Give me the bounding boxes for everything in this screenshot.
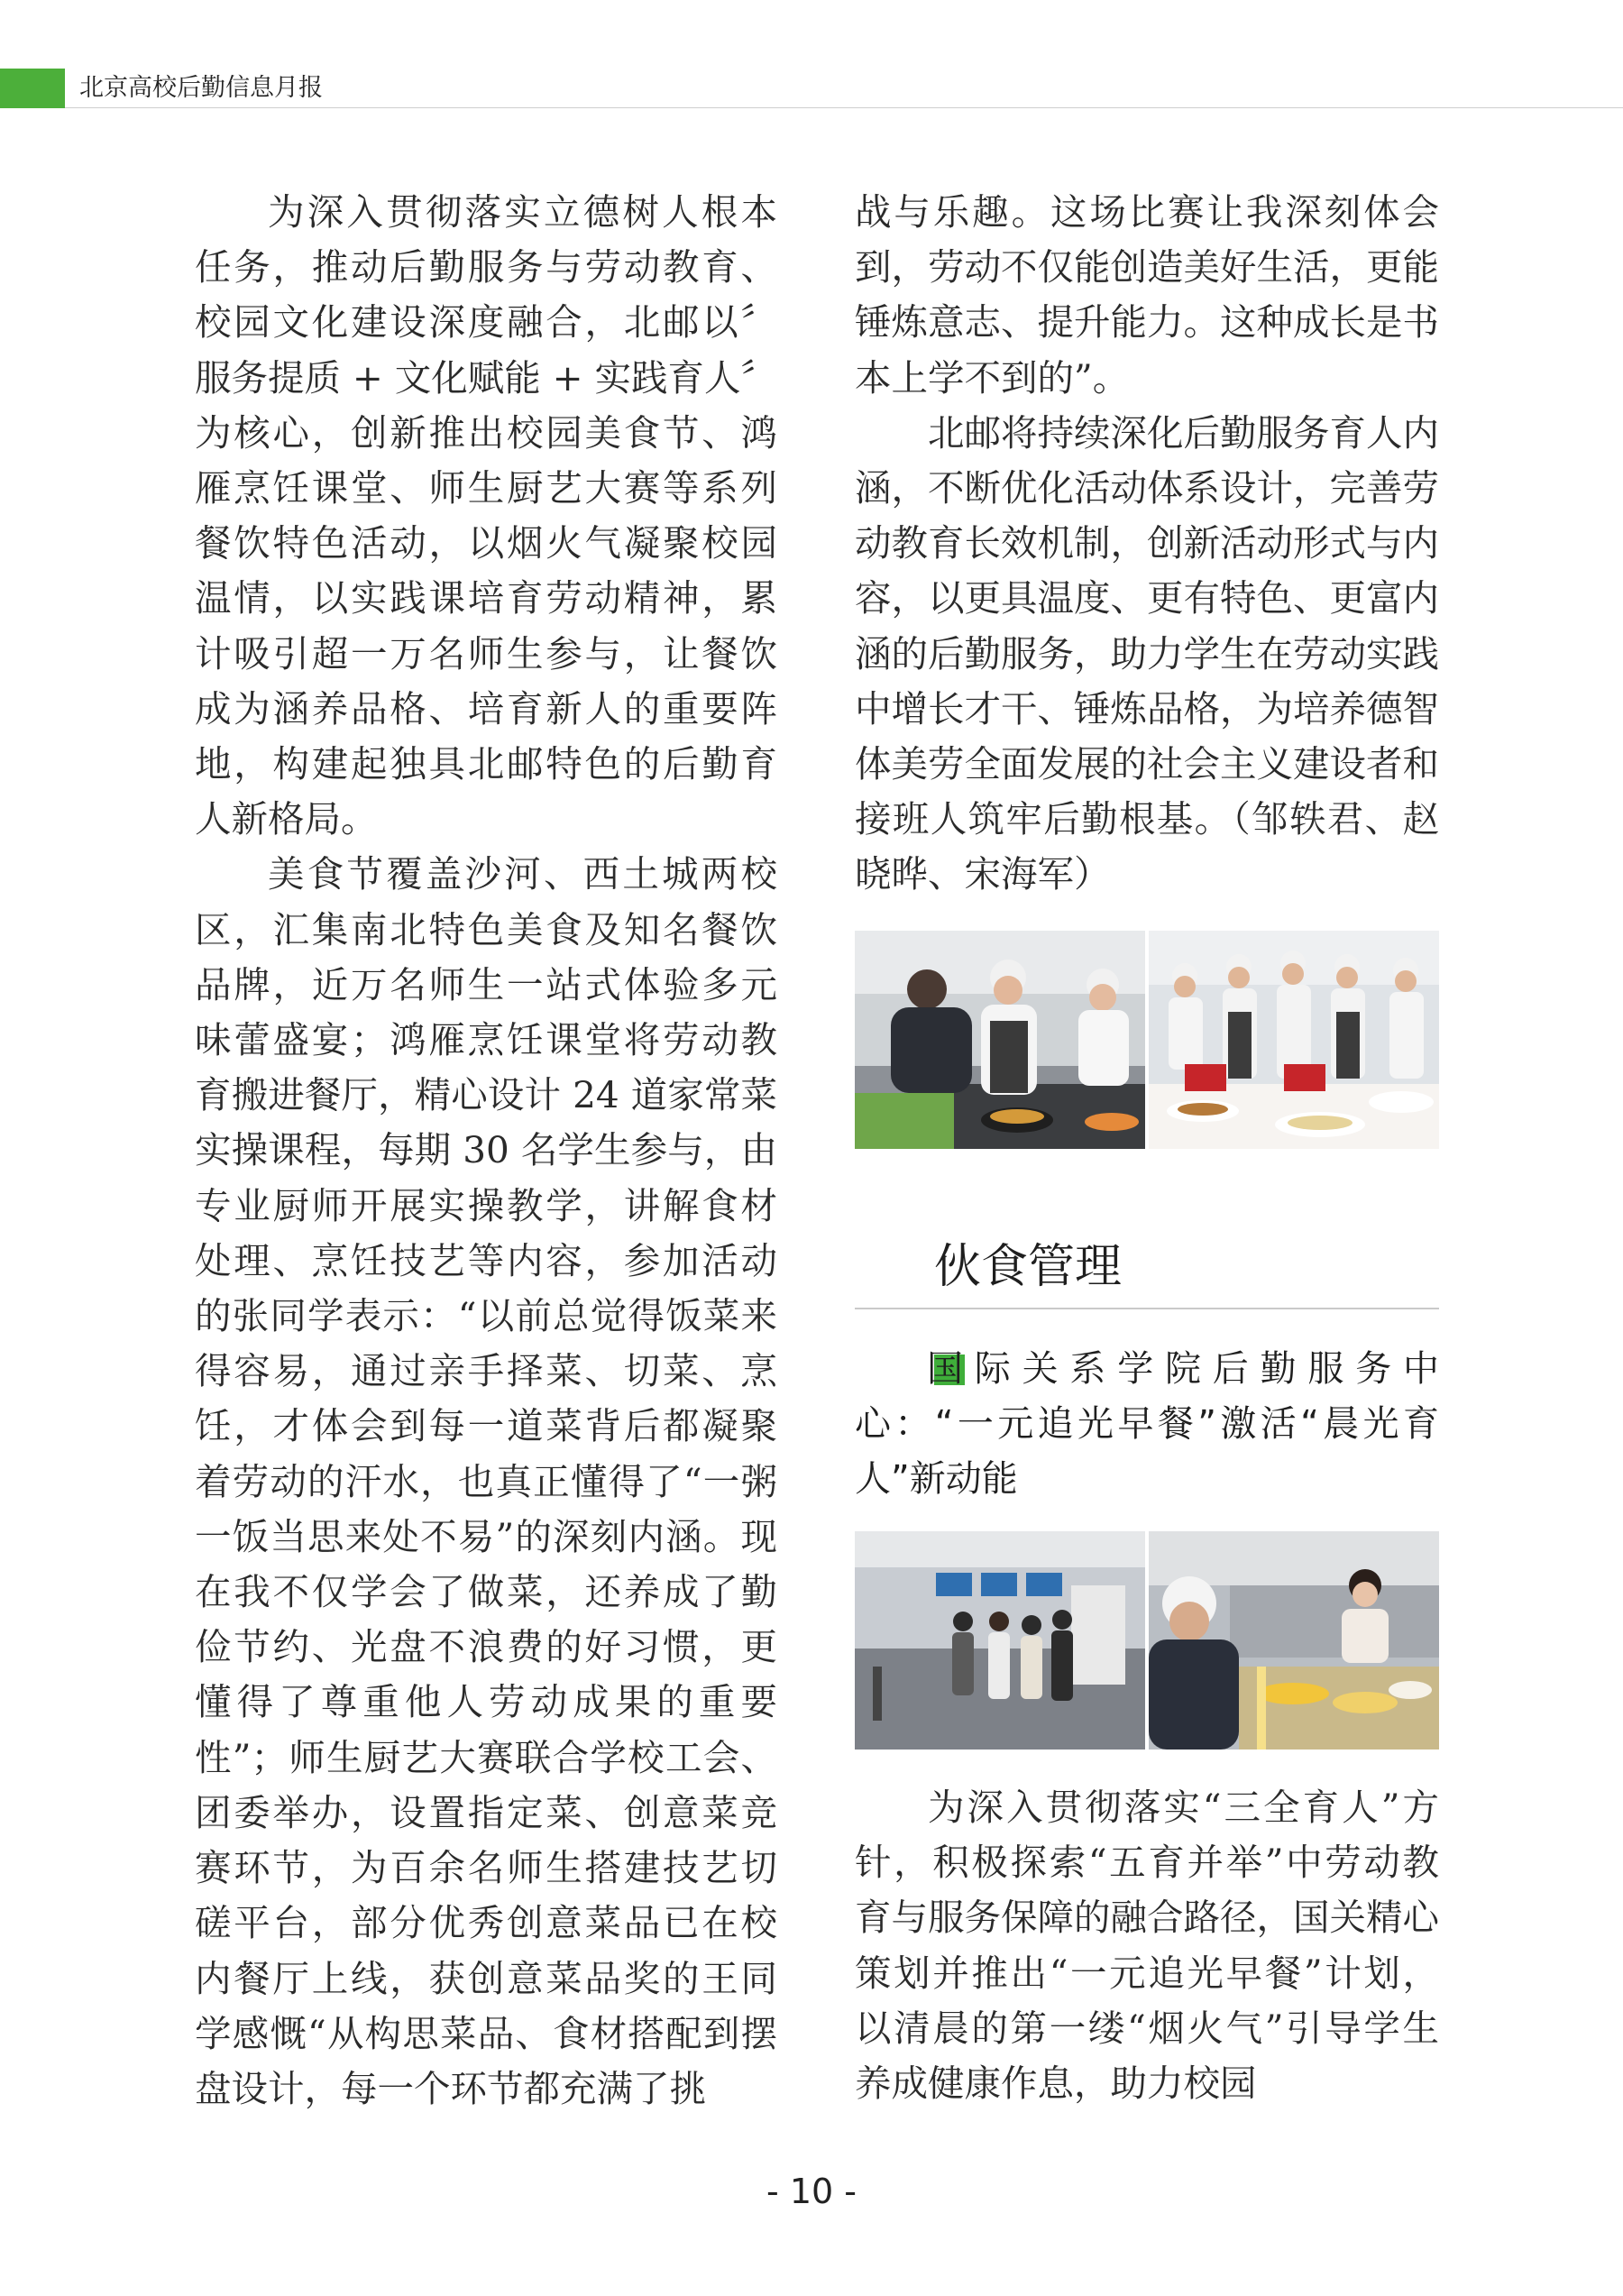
photo-award-group <box>1149 931 1439 1149</box>
section-body <box>855 1780 1439 2111</box>
article-paragraph: 为深入贯彻落实“三全育人”方针，积极探索“五育并举”中劳动教育与服务保障的融合路径，国关精心策划并推出“一元追光早餐”计划，以清晨的第一缕“烟火气”引导学生养成健康作息，助力校园 <box>855 1786 1439 2106</box>
photo-canteen-queue <box>855 1531 1145 1750</box>
section-divider <box>855 1308 1439 1309</box>
section-title: 伙食管理 <box>934 1240 1123 1294</box>
page-number: - 10 - <box>766 2172 857 2211</box>
header-divider <box>65 107 1623 108</box>
right-column <box>855 185 1439 903</box>
article-paragraph: 美食节覆盖沙河、西土城两校区，汇集南北特色美食及知名餐饮品牌，近万名师生一站式体验多元味蕾盛宴；鸿雁烹饪课堂将劳动教育搬进餐厅，精心设计 24 道家常菜实操课程，每期 30 名学生参与，由专业厨师开展实操教学，讲解食材处理、烹饪技艺等内容，参加活动的张同学表示：“以前总觉得饭菜来得容易，通过亲手择菜、切菜、烹饪，才体会到每一道菜背后都凝聚着劳动的汗水，也真正懂得了“一粥一饭当思来处不易”的深刻内涵。现在我不仅学会了做菜，还养成了勤俭节约、光盘不浪费的好习惯，更懂得了尊重他人劳动成果的重要性”；师生厨艺大赛联合学校工会、团委举办，设置指定菜、创意菜竞赛环节，为百余名师生搭建技艺切磋平台，部分优秀创意菜品已在校内餐厅上线，获创意菜品奖的王同学感慨“从构思菜品、食材搭配到摆盘设计，每一个环节都充满了挑 <box>195 852 777 2110</box>
photo-breakfast-serving <box>1149 1531 1439 1750</box>
article-paragraph-continued: 战与乐趣。这场比赛让我深刻体会到，劳动不仅能创造美好生活，更能锤炼意志、提升能力。这种成长是书本上学不到的”。 <box>855 190 1439 400</box>
article-subheading: 国际关系学院后勤服务中心：“一元追光早餐”激活“晨光育人”新动能 <box>855 1348 1439 1500</box>
article-paragraph: 北邮将持续深化后勤服务育人内涵，不断优化活动体系设计，完善劳动教育长效机制，创新活动形式与内容，以更具温度、更有特色、更富内涵的后勤服务，助力学生在劳动实践中增长才干、锤炼品格，为培养德智体美劳全面发展的社会主义建设者和接班人筑牢后勤根基。（邹轶君、赵晓晔、宋海军） <box>855 410 1439 896</box>
publication-title: 北京高校后勤信息月报 <box>79 74 323 102</box>
header-accent-block <box>0 69 65 108</box>
left-column <box>195 185 777 2117</box>
article-paragraph: 为深入贯彻落实立德树人根本任务，推动后勤服务与劳动教育、校园文化建设深度融合，北邮以〞服务提质 + 文化赋能 + 实践育人〞为核心，创新推出校园美食节、鸿雁烹饪课堂、师生厨艺大赛等系列餐饮特色活动，以烟火气凝聚校园温情，以实践课培育劳动精神，累计吸引超一万名师生参与，让餐饮成为涵养品格、培育新人的重要阵地，构建起独具北邮特色的后勤育人新格局。 <box>195 190 777 841</box>
photo-cooking-class <box>855 931 1145 1149</box>
